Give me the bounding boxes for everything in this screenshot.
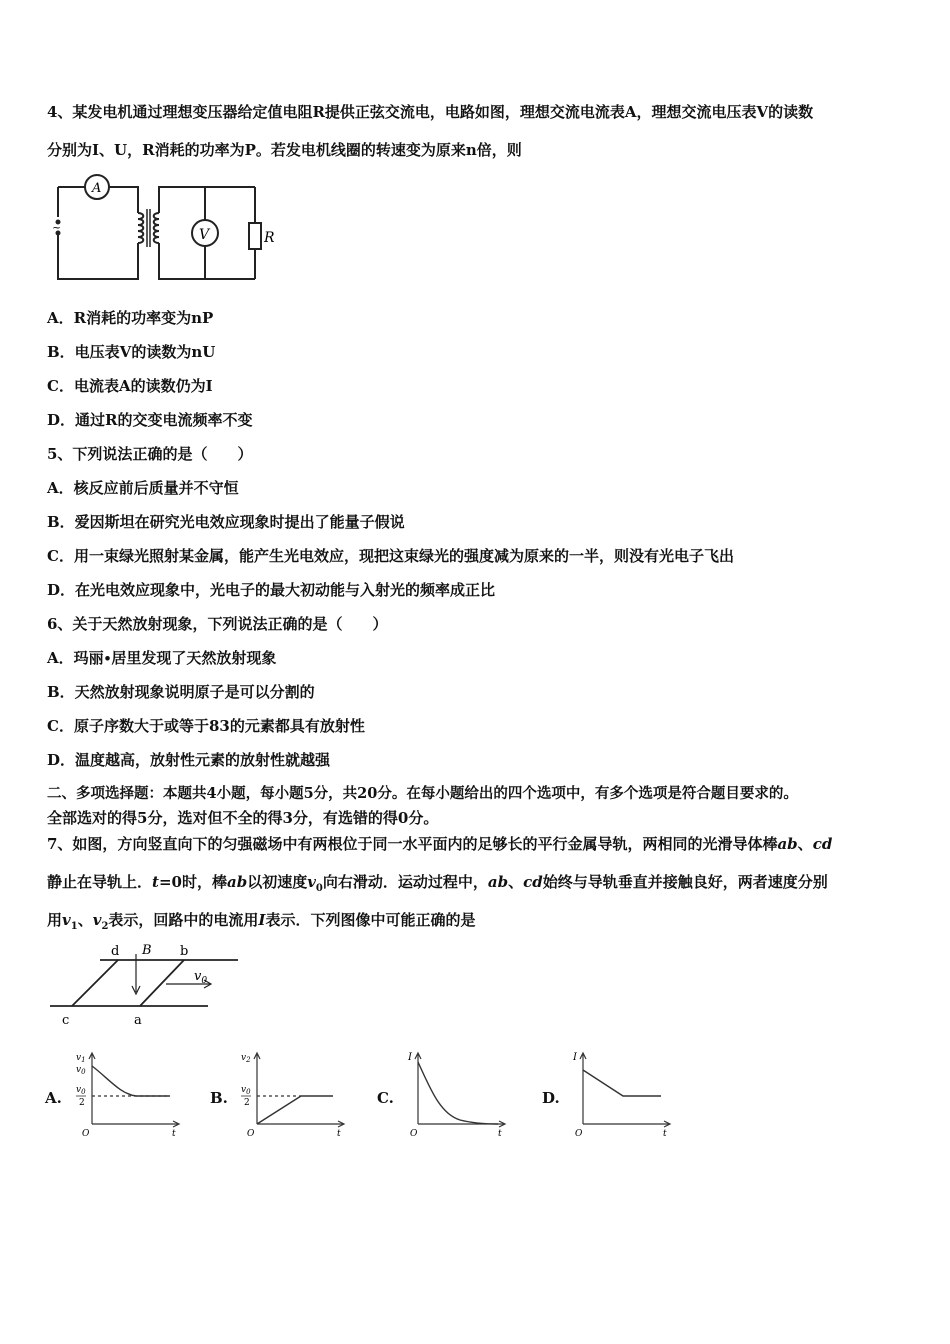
q7-text: 表示．下列图像中可能正确的是 bbox=[265, 911, 476, 929]
label-a: a bbox=[134, 1013, 142, 1028]
q7-rod-cd: cd bbox=[812, 835, 833, 853]
graph-a-tick-v0-v: v bbox=[76, 1065, 82, 1075]
q7-text: 7、如图，方向竖直向下的匀强磁场中有两根位于同一水平面内的足够长的平行金属导轨，两相同的光滑导体棒 bbox=[47, 835, 778, 853]
label-v0 bbox=[194, 969, 207, 986]
q5-option-c[interactable]: C．用一束绿光照射某金属，能产生光电效应，现把这束绿光的强度减为原来的一半，则没有光电子飞出 bbox=[47, 547, 734, 565]
label-b: b bbox=[180, 944, 189, 959]
label-d: d bbox=[111, 944, 120, 959]
graph-a-tick-half-num-sub: 0 bbox=[81, 1088, 86, 1096]
q6-option-c[interactable]: C．原子序数大于或等于83的元素都具有放射性 bbox=[47, 717, 365, 735]
graph-a-tick-half-num-v: v bbox=[76, 1085, 82, 1095]
q7-rod-ab: ab bbox=[777, 835, 798, 853]
resistor-label: R bbox=[264, 230, 275, 246]
graph-d[interactable] bbox=[565, 1048, 680, 1140]
q7-stem-line2 bbox=[47, 872, 828, 899]
q4-circuit-diagram bbox=[50, 175, 280, 285]
label-B: B bbox=[142, 943, 152, 958]
graph-d-xlabel: t bbox=[663, 1129, 667, 1139]
q4-stem-line2: 分别为I、U，R消耗的功率为P。若发电机线圈的转速变为原来n倍，则 bbox=[47, 141, 522, 159]
graph-a-tick-v0-sub: 0 bbox=[81, 1068, 86, 1076]
graph-c-origin: O bbox=[410, 1129, 418, 1139]
q7-var-v1: v bbox=[62, 911, 71, 929]
graph-a-curve bbox=[92, 1066, 170, 1096]
q7-sep: 、 bbox=[797, 835, 813, 853]
graph-c-xlabel: t bbox=[498, 1129, 502, 1139]
q7-text: 表示，回路中的电流用 bbox=[108, 911, 259, 929]
q6-option-b[interactable]: B．天然放射现象说明原子是可以分割的 bbox=[47, 683, 315, 701]
graph-b-tick-half-den: 2 bbox=[244, 1098, 250, 1108]
graph-b-ylabel bbox=[241, 1053, 251, 1064]
q7-rod-ab: ab bbox=[226, 873, 248, 891]
q7-text: 向右滑动．运动过程中， bbox=[322, 873, 488, 891]
label-v0-v: v bbox=[194, 969, 202, 984]
section2-heading-line2: 全部选对的得5分，选对但不全的得3分，有选错的得0分。 bbox=[47, 809, 439, 827]
graph-a-ylabel-sub: 1 bbox=[81, 1056, 86, 1064]
q7-rod-cd: cd bbox=[523, 873, 543, 891]
graph-c-curve bbox=[418, 1062, 498, 1124]
source-symbol: ~ bbox=[52, 221, 62, 234]
q7-var-t: t bbox=[152, 873, 159, 891]
q5-option-b[interactable]: B．爱因斯坦在研究光电效应现象时提出了能量子假说 bbox=[47, 513, 405, 531]
graph-d-origin: O bbox=[575, 1129, 583, 1139]
graph-a-ylabel bbox=[76, 1053, 86, 1064]
graph-b[interactable] bbox=[235, 1048, 350, 1140]
graph-a[interactable] bbox=[70, 1048, 185, 1140]
q4-option-b[interactable]: B．电压表V的读数为nU bbox=[47, 343, 216, 361]
graph-option-d-label[interactable]: D. bbox=[542, 1089, 560, 1107]
graph-option-b-label[interactable]: B. bbox=[210, 1089, 228, 1107]
q7-var-i: I bbox=[258, 911, 266, 929]
graph-c-ylabel: I bbox=[408, 1052, 412, 1063]
q6-option-a[interactable]: A．玛丽∙居里发现了天然放射现象 bbox=[47, 649, 277, 667]
q7-text: =0时，棒 bbox=[158, 873, 227, 891]
q7-sub: 1 bbox=[70, 921, 78, 932]
graph-a-origin: O bbox=[82, 1129, 90, 1139]
graph-a-ylabel-v: v bbox=[76, 1053, 82, 1063]
q5-option-d[interactable]: D．在光电效应现象中，光电子的最大初动能与入射光的频率成正比 bbox=[47, 581, 496, 599]
q7-rod-ab: ab bbox=[487, 873, 509, 891]
graph-b-tick-half-num bbox=[241, 1085, 251, 1096]
q7-text: 静止在导轨上． bbox=[47, 873, 153, 891]
graph-a-tick-v0 bbox=[76, 1065, 86, 1076]
graph-b-ylabel-sub: 2 bbox=[246, 1056, 251, 1064]
q7-stem-line3 bbox=[47, 910, 475, 937]
graph-option-c-label[interactable]: C. bbox=[377, 1089, 394, 1107]
q7-text: 以初速度 bbox=[247, 873, 308, 891]
graph-a-tick-half-num bbox=[76, 1085, 86, 1096]
q7-sub: 0 bbox=[315, 883, 323, 894]
q4-option-c[interactable]: C．电流表A的读数仍为I bbox=[47, 377, 213, 395]
label-v0-sub: 0 bbox=[201, 976, 208, 986]
q7-var-v2: v bbox=[92, 911, 102, 929]
q7-var-v0: v bbox=[307, 873, 316, 891]
graph-b-origin: O bbox=[247, 1129, 255, 1139]
q5-option-a[interactable]: A．核反应前后质量并不守恒 bbox=[47, 479, 239, 497]
section2-heading-line1: 二、多项选择题：本题共4小题，每小题5分，共20分。在每小题给出的四个选项中，有多个选项是符合题目要求的。 bbox=[47, 785, 798, 802]
graph-b-curve bbox=[257, 1096, 333, 1124]
graph-b-tick-half-num-v: v bbox=[241, 1085, 247, 1095]
graph-option-a-label[interactable]: A. bbox=[45, 1089, 62, 1107]
graph-c[interactable] bbox=[400, 1048, 515, 1140]
q7-sep: 、 bbox=[77, 911, 93, 929]
q7-text: 用 bbox=[47, 911, 63, 929]
q4-option-a[interactable]: A．R消耗的功率变为nP bbox=[47, 309, 214, 327]
graph-d-curve bbox=[583, 1070, 661, 1096]
graph-a-xlabel: t bbox=[172, 1129, 176, 1139]
q7-rails-figure bbox=[48, 940, 248, 1030]
q7-sub: 2 bbox=[101, 921, 109, 932]
graph-b-xlabel: t bbox=[337, 1129, 341, 1139]
q7-sep: 、 bbox=[508, 873, 524, 891]
ammeter-label: A bbox=[92, 181, 102, 196]
label-c: c bbox=[62, 1013, 70, 1028]
graph-b-ylabel-v: v bbox=[241, 1053, 247, 1063]
graph-b-tick-half-num-sub: 0 bbox=[246, 1088, 251, 1096]
q6-stem: 6、关于天然放射现象，下列说法正确的是（ ） bbox=[47, 615, 388, 633]
graph-a-tick-half-den: 2 bbox=[79, 1098, 85, 1108]
q7-text: 始终与导轨垂直并接触良好，两者速度分别 bbox=[542, 873, 828, 891]
q5-stem: 5、下列说法正确的是（ ） bbox=[47, 445, 253, 463]
graph-d-ylabel: I bbox=[573, 1052, 577, 1063]
q7-stem-line1 bbox=[47, 834, 832, 854]
voltmeter-label: V bbox=[199, 227, 210, 243]
q4-option-d[interactable]: D．通过R的交变电流频率不变 bbox=[47, 411, 253, 429]
q4-stem-line1: 4、某发电机通过理想变压器给定值电阻R提供正弦交流电，电路如图，理想交流电流表A，理想交流电压表V的读数 bbox=[47, 103, 814, 121]
q6-option-d[interactable]: D．温度越高，放射性元素的放射性就越强 bbox=[47, 751, 331, 769]
